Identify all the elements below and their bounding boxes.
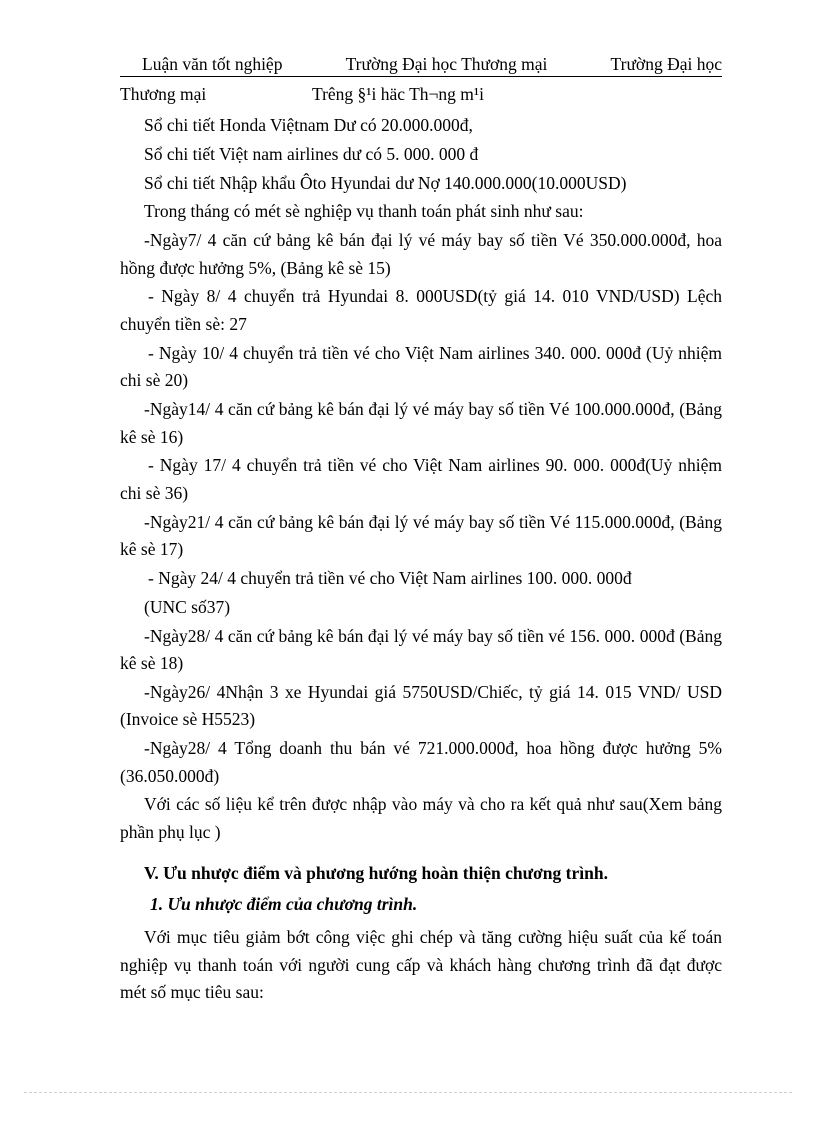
transaction-item: -Ngày26/ 4Nhận 3 xe Hyundai giá 5750USD/Chiếc, tỷ giá 14. 015 VND/ USD (Invoice sè H5523) (120, 681, 722, 730)
header-line-1 (120, 53, 722, 77)
transaction-item: -Ngày7/ 4 căn cứ bảng kê bán đại lý vé máy bay số tiền Vé 350.000.000đ, hoa hồng được hưởng 5%, (Bảng kê sè 15) (120, 230, 722, 278)
header-school-a: Trường Đại học Thương mại (345, 54, 548, 74)
transaction-item: - Ngày 10/ 4 chuyển trả tiền vé cho Việt Nam airlines 340. 000. 000đ (Uỷ nhiệm chi sè 20) (120, 342, 722, 391)
document-body (120, 112, 722, 1007)
transaction-item: - Ngày 8/ 4 chuyển trả Hyundai 8. 000USD(tỷ giá 14. 010 VND/USD) Lệch chuyển tiền sè: 27 (120, 286, 722, 334)
transaction-item: (UNC số37) (144, 596, 231, 617)
transaction-item: - Ngày 24/ 4 chuyển trả tiền vé cho Việt Nam airlines 100. 000. 000đ (148, 567, 632, 588)
page-bottom-rule (24, 1092, 792, 1093)
paragraph-ledger-vietnam-airlines: Sổ chi tiết Việt nam airlines dư có 5. 000. 000 đ (144, 143, 479, 164)
section-heading: V. Ưu nhược điểm và phương hướng hoàn thiện chương trình. (144, 863, 608, 884)
header-school-b-part1: Trường Đại học (610, 54, 722, 74)
transaction-item: - Ngày 17/ 4 chuyển trả tiền vé cho Việt Nam airlines 90. 000. 000đ(Uỷ nhiệm chi sè 36) (120, 455, 722, 503)
transaction-item: -Ngày14/ 4 căn cứ bảng kê bán đại lý vé máy bay số tiền Vé 100.000.000đ, (Bảng kê sè 16) (120, 399, 722, 447)
header-doc-type: Luận văn tốt nghiệp (142, 54, 283, 74)
paragraph-intro-transactions: Trong tháng có mét sè nghiệp vụ thanh toán phát sinh như sau: (144, 201, 584, 222)
paragraph-ledger-hyundai: Sổ chi tiết Nhập khẩu Ôto Hyundai dư Nợ 140.000.000(10.000USD) (144, 172, 627, 193)
subsection-heading: 1. Ưu nhược điểm của chương trình. (150, 894, 418, 915)
paragraph-closing: Với mục tiêu giảm bớt công việc ghi chép và tăng cường hiệu suất của kế toán nghiệp vụ thanh toán với người cung cấp và khách hàng chương trình đã đạt được mét số mục tiêu sau: (120, 927, 722, 1003)
transaction-item: -Ngày28/ 4 căn cứ bảng kê bán đại lý vé máy bay số tiền vé 156. 000. 000đ (Bảng kê sè 18) (120, 625, 722, 674)
transaction-item: -Ngày28/ 4 Tổng doanh thu bán vé 721.000.000đ, hoa hồng được hưởng 5% (36.050.000đ) (120, 738, 722, 786)
header-school-garbled: Trêng §¹i häc Th¬ng m¹i (312, 84, 485, 104)
header-school-b-part2: Thương mại (120, 84, 207, 104)
page-header (120, 53, 722, 105)
transaction-item: -Ngày21/ 4 căn cứ bảng kê bán đại lý vé máy bay số tiền Vé 115.000.000đ, (Bảng kê sè 17) (120, 511, 722, 560)
paragraph-results-note: Với các số liệu kể trên được nhập vào máy và cho ra kết quả như sau(Xem bảng phần phụ lục ) (120, 794, 722, 842)
header-line-2 (120, 83, 722, 105)
paragraph-ledger-honda: Sổ chi tiết Honda Việtnam Dư có 20.000.000đ, (144, 115, 473, 135)
